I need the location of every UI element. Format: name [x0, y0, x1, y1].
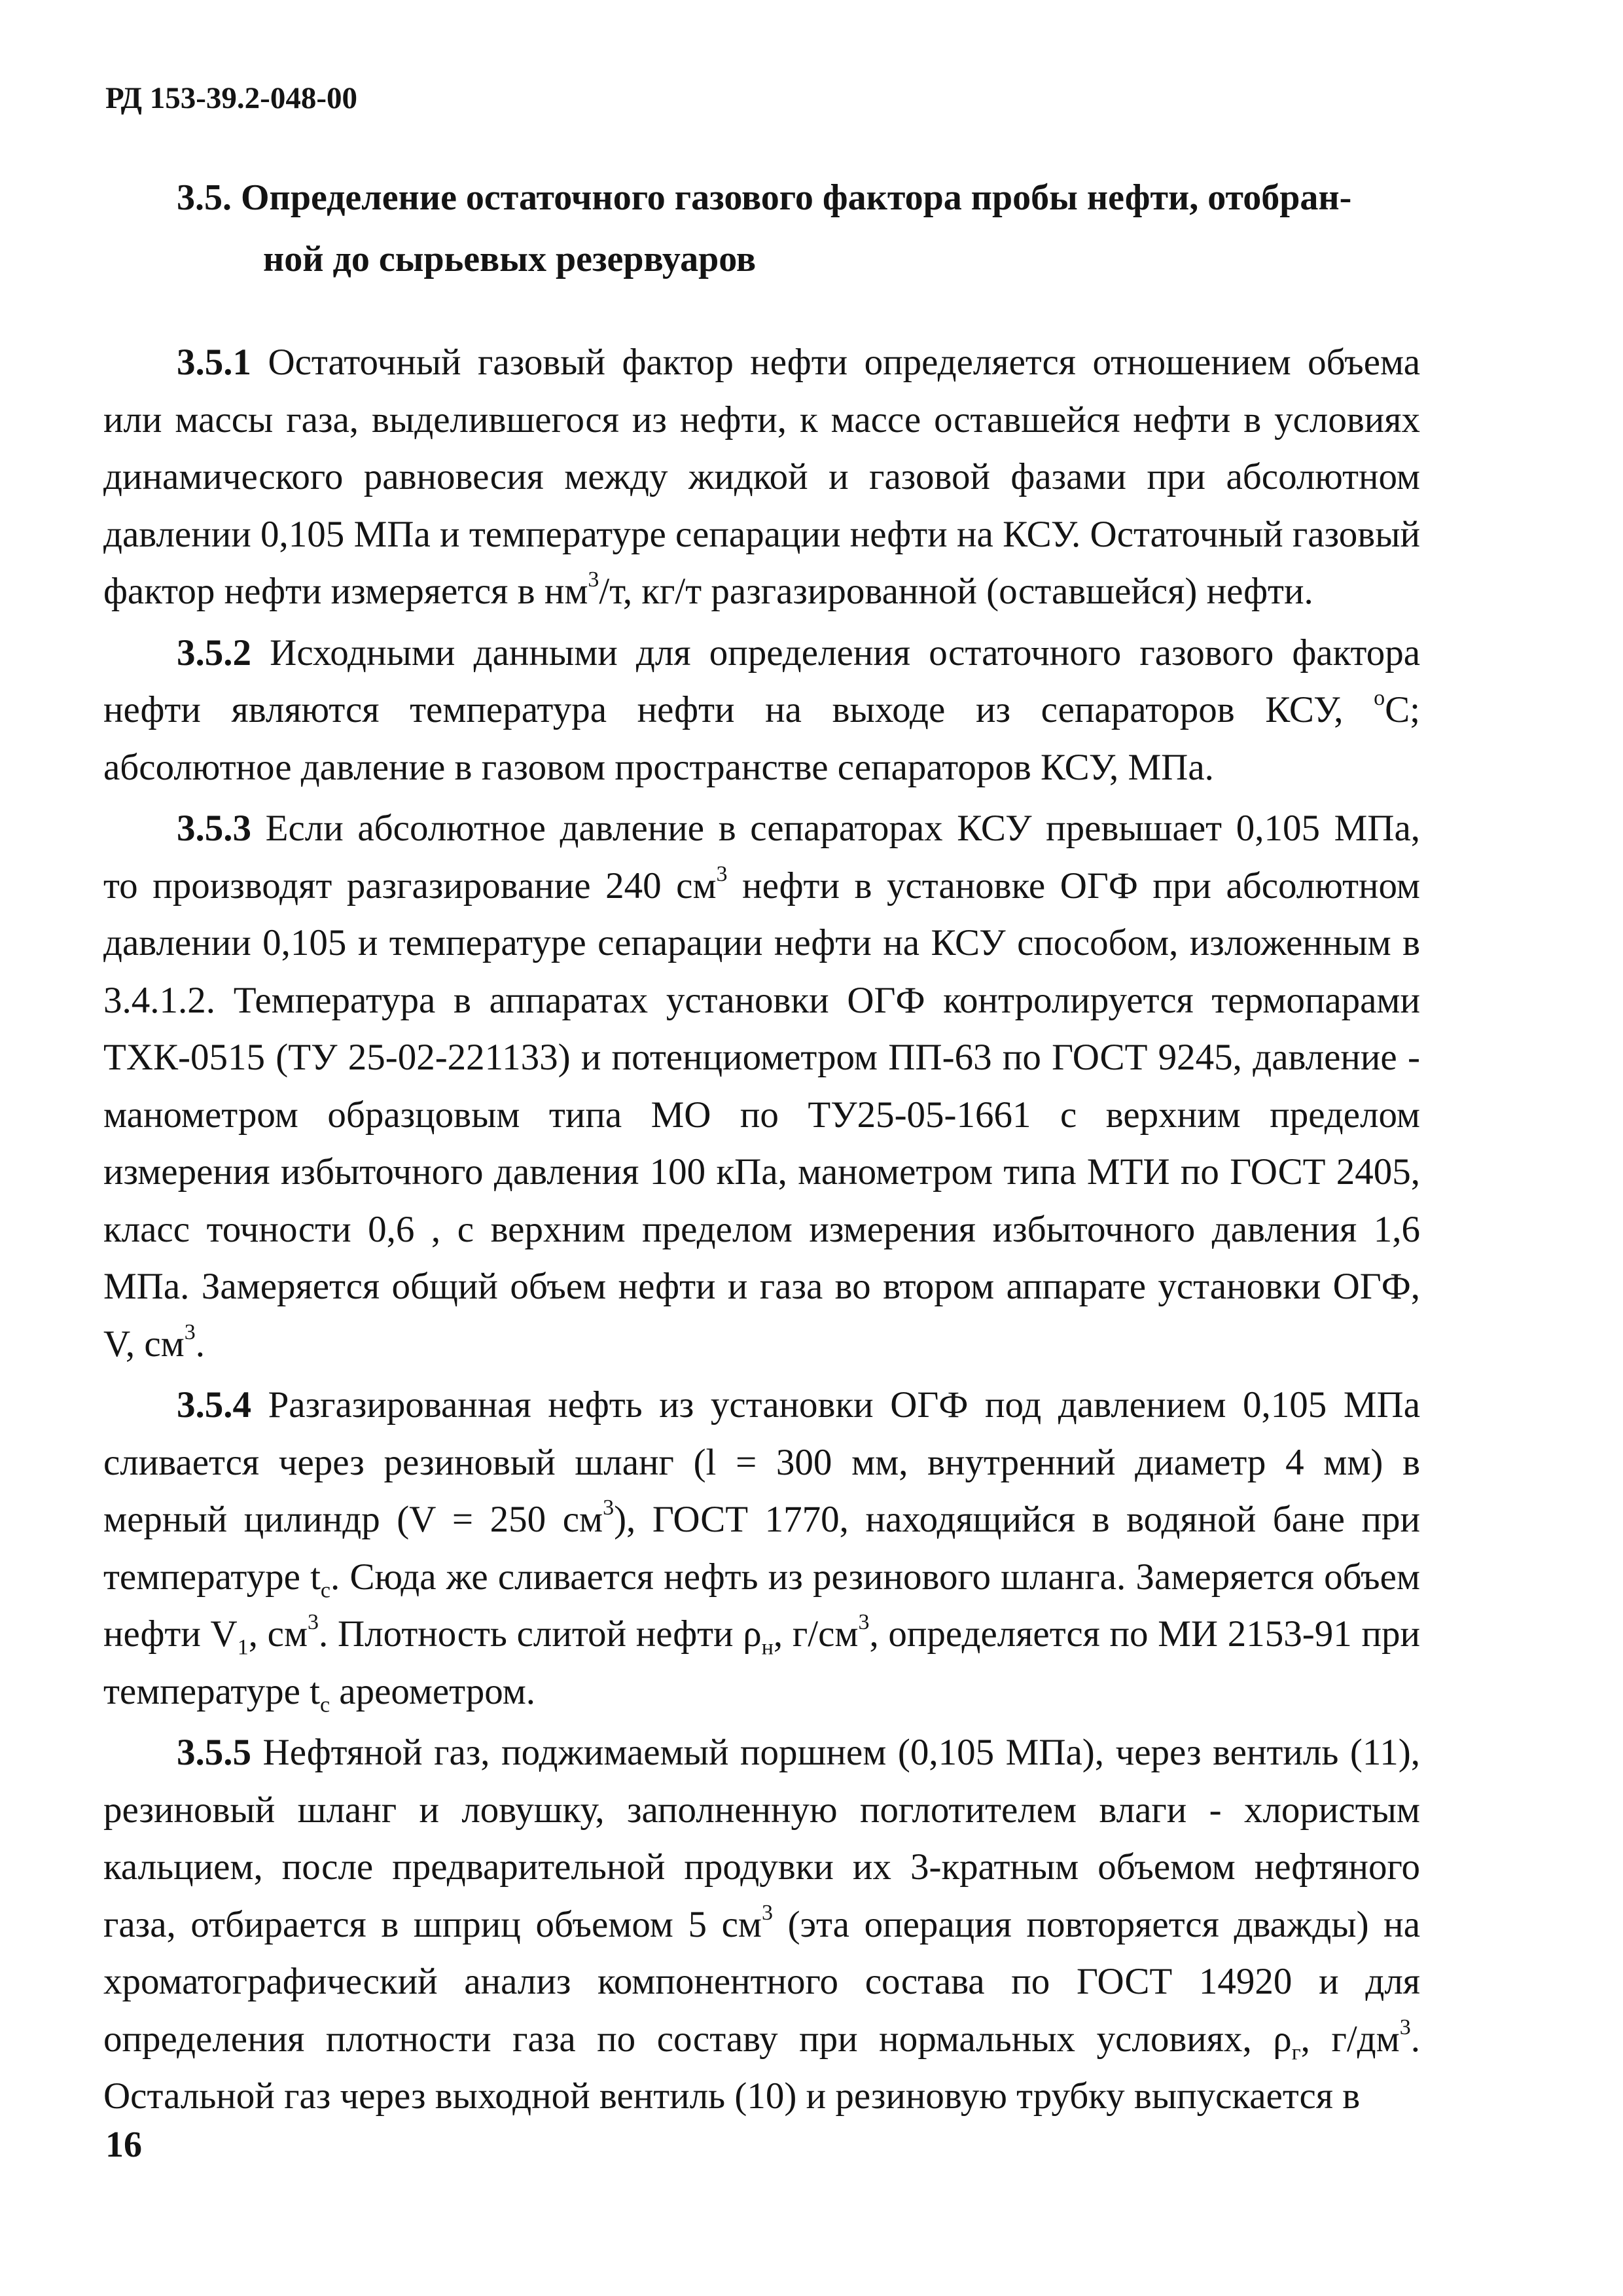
paragraph-text: . Остальной газ через выходной вентиль (10) и резиновую трубку выпускается в — [103, 2018, 1420, 2117]
paragraph-text: . Плотность слитой нефти ρ — [319, 1613, 762, 1655]
paragraph-text: . Сюда же сливается нефть из резинового шланга. Замеряется объем нефти V — [103, 1556, 1420, 1655]
paragraph-text: нефти в установке ОГФ при абсолютном давлении 0,105 и температуре сепарации нефти на КСУ способом, изложенным в 3.4.1.2. Температура в аппаратах установки ОГФ контролируется термопарами ТХК-0515 (ТУ 25-02-221133) и потенциометром ПП-63 по ГОСТ 9245, давление - манометром образцовым типа МО по ТУ25-05-1661 с верхним пределом измерения избыточного давления 100 кПа, манометром типа МТИ по ГОСТ 2405, класс точности 0,6 , с верхним пределом измерения избыточного давления 1,6 МПа. Замеряется общий объем нефти и газа во втором аппарате установки ОГФ, V, см — [103, 865, 1420, 1365]
paragraph-3-5-1 — [103, 334, 1420, 620]
paragraph-text: (эта операция повторяется дважды) на хроматографический анализ компонентного состава по ГОСТ 14920 и для определения плотности газа по составу при нормальных условиях, ρ — [103, 1903, 1420, 2060]
paragraph-text: . — [195, 1323, 205, 1365]
paragraph-text: ареометром. — [330, 1670, 536, 1712]
paragraph-text: , см — [248, 1613, 308, 1655]
degree-superscript: o — [1374, 686, 1385, 710]
paragraph-text: Если абсолютное давление в сепараторах КСУ превышает 0,105 МПа, то производят разгазирование 240 см — [103, 808, 1420, 906]
section-heading — [177, 167, 1440, 290]
paragraph-number: 3.5.5 — [177, 1732, 251, 1773]
paragraph-text: , г/дм — [1300, 2018, 1400, 2060]
paragraph-number: 3.5.2 — [177, 632, 251, 673]
subscript: c — [320, 1577, 331, 1602]
paragraph-3-5-5 — [103, 1724, 1420, 2125]
superscript: 3 — [308, 1610, 319, 1634]
paragraph-number: 3.5.3 — [177, 808, 251, 849]
subscript: н — [761, 1635, 774, 1660]
paragraph-text: С; абсолютное давление в газовом пространстве сепараторов КСУ, МПа. — [103, 689, 1420, 788]
paragraph-3-5-4 — [103, 1376, 1420, 1720]
paragraph-3-5-2 — [103, 624, 1420, 797]
paragraph-text: Разгазированная нефть из установки ОГФ под давлением 0,105 МПа сливается через резиновый шланг (l = 300 мм, внутренний диаметр 4 мм) в мерный цилиндр (V = 250 см — [103, 1384, 1420, 1540]
superscript: 3 — [761, 1900, 773, 1925]
superscript: 3 — [858, 1610, 870, 1634]
paragraph-number: 3.5.4 — [177, 1384, 251, 1426]
paragraph-text: /т, кг/т разгазированной (оставшейся) нефти. — [599, 571, 1313, 612]
body-text — [103, 334, 1420, 2125]
section-heading-line-1: 3.5. Определение остаточного газового фактора пробы нефти, отобран- — [177, 177, 1352, 218]
superscript: 3 — [1399, 2015, 1411, 2039]
paragraph-3-5-3 — [103, 800, 1420, 1372]
superscript: 3 — [716, 861, 728, 886]
subscript: 1 — [237, 1635, 249, 1660]
subscript: г — [1291, 2039, 1301, 2064]
superscript: 3 — [588, 567, 599, 592]
paragraph-text: ), ГОСТ 1770, находящийся в водяной бане при температуре t — [103, 1499, 1420, 1598]
paragraph-text: Нефтяной газ, поджимаемый поршнем (0,105 МПа), через вентиль (11), резиновый шланг и ловушку, заполненную поглотителем влаги - хлористым кальцием, после предварительной продувки их 3-кратным объемом нефтяного газа, отбирается в шприц объемом 5 см — [103, 1732, 1420, 1945]
paragraph-text: , определяется по МИ 2153-91 при температуре t — [103, 1613, 1420, 1712]
superscript: 3 — [184, 1319, 196, 1344]
superscript: 3 — [603, 1496, 615, 1520]
paragraph-text: Остаточный газовый фактор нефти определяется отношением объема или массы газа, выделившегося из нефти, к массе оставшейся нефти в условиях динамического равновесия между жидкой и газовой фазами при абсолютном давлении 0,105 МПа и температуре сепарации нефти на КСУ. Остаточный газовый фактор нефти измеряется в нм — [103, 342, 1420, 612]
document-code-header: РД 153-39.2-048-00 — [105, 81, 357, 115]
section-heading-line-2: ной до сырьевых резервуаров — [263, 239, 757, 279]
paragraph-text: , г/см — [773, 1613, 859, 1655]
subscript: c — [319, 1692, 330, 1717]
paragraph-number: 3.5.1 — [177, 342, 251, 383]
paragraph-text: Исходными данными для определения остаточного газового фактора нефти являются температура нефти на выходе из сепараторов КСУ, — [103, 632, 1420, 730]
page-number: 16 — [105, 2125, 142, 2165]
